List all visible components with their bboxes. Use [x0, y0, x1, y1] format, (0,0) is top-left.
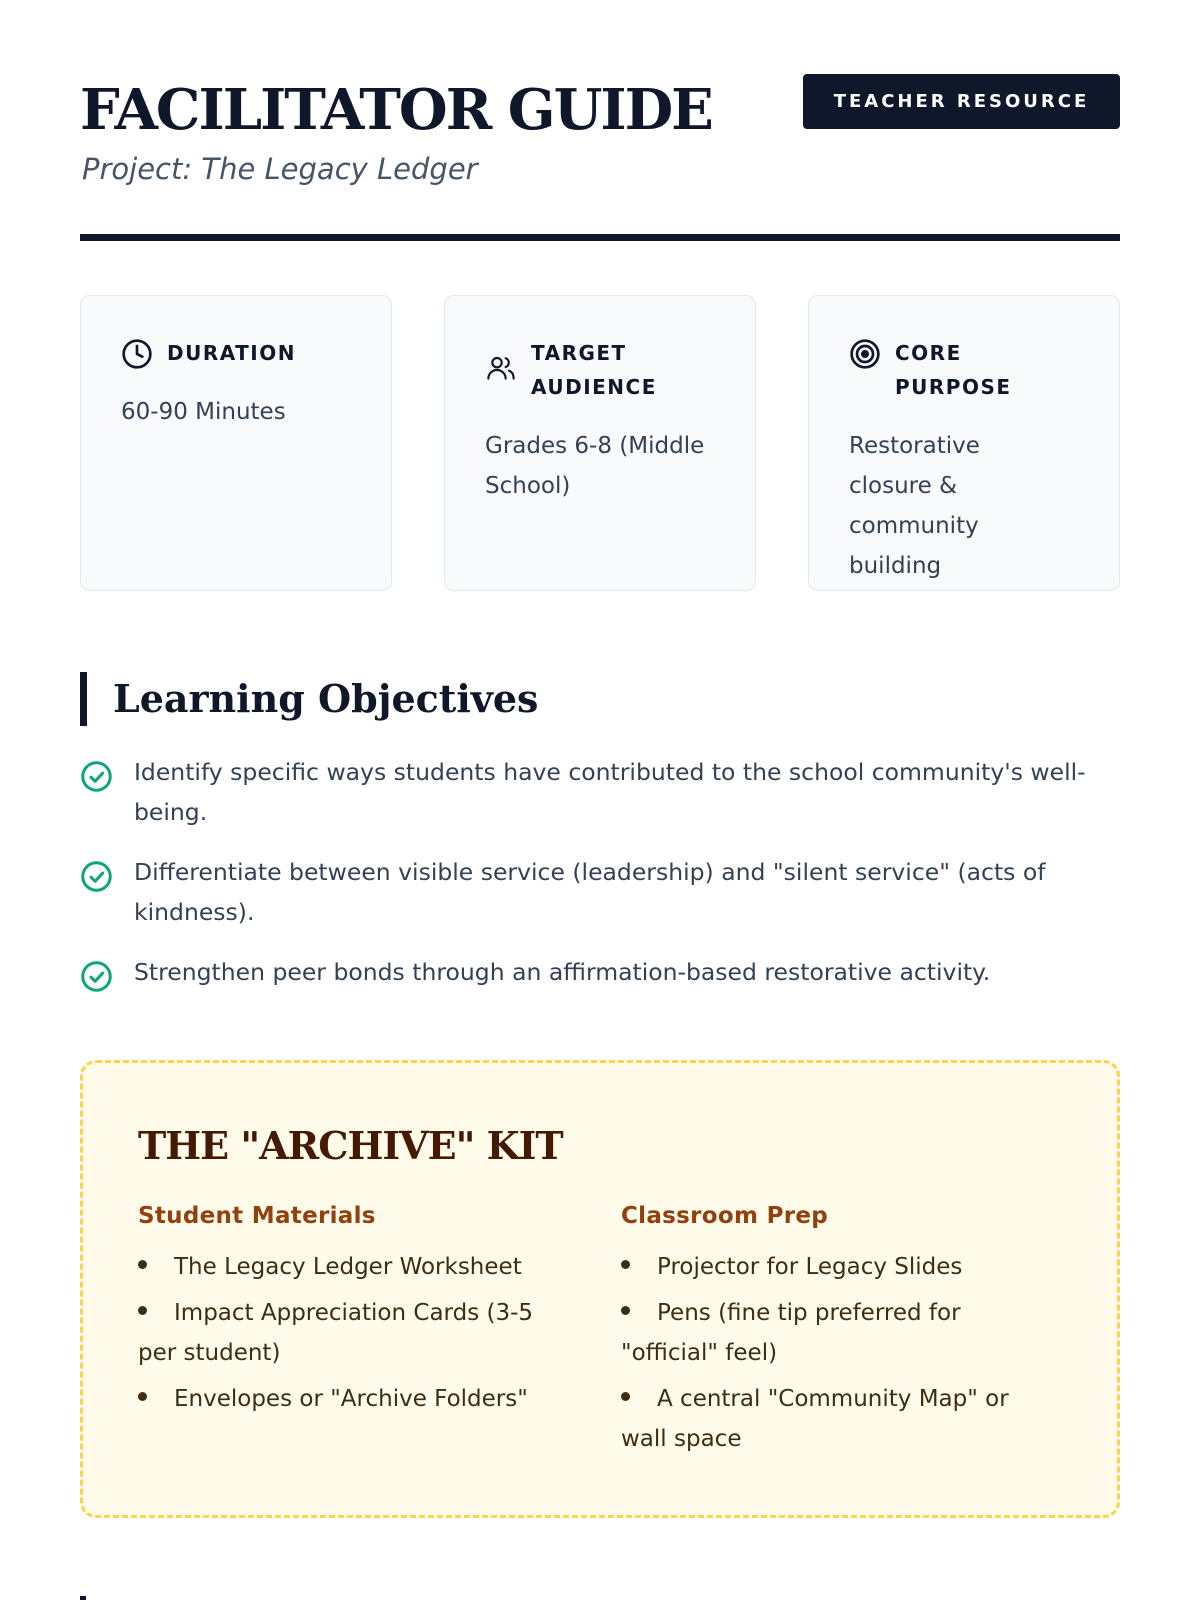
facilitator-guide-page: [80, 0, 1120, 1452]
objectives-list: [80, 752, 1120, 1012]
header-divider: [80, 234, 1120, 241]
student-materials-column: [138, 1203, 568, 1425]
objective-text: Differentiate between visible service (leadership) and "silent service" (acts of kindness).: [134, 858, 1046, 926]
duration-value: 60-90 Minutes: [121, 399, 286, 425]
bullet-icon: [621, 1392, 630, 1401]
list-item-text: The Legacy Ledger Worksheet: [174, 1254, 522, 1280]
classroom-prep-heading: Classroom Prep: [621, 1203, 829, 1229]
purpose-label: CORE PURPOSE: [895, 341, 1012, 399]
list-item: [138, 1247, 568, 1287]
list-item: [621, 1293, 1051, 1373]
check-circle-icon: [80, 760, 113, 793]
classroom-prep-column: [621, 1203, 1051, 1465]
teacher-resource-badge: TEACHER RESOURCE: [803, 74, 1120, 129]
audience-label: TARGET AUDIENCE: [531, 341, 657, 399]
list-item: [138, 1379, 568, 1419]
objective-item: [80, 952, 1120, 992]
list-item-text: Pens (fine tip preferred for "official" feel): [621, 1300, 961, 1366]
list-item-text: Envelopes or "Archive Folders": [174, 1386, 528, 1412]
objective-text: Identify specific ways students have contributed to the school community's well-being.: [134, 758, 1086, 826]
info-cards: [80, 295, 1120, 591]
bullet-icon: [138, 1392, 147, 1401]
student-materials-heading: Student Materials: [138, 1203, 376, 1229]
objective-item: [80, 852, 1120, 932]
list-item: [621, 1247, 1051, 1287]
purpose-card: [808, 295, 1120, 591]
bullet-icon: [138, 1306, 147, 1315]
target-icon: [849, 338, 881, 370]
next-section-accent: [80, 1596, 86, 1600]
duration-label: DURATION: [167, 341, 296, 365]
page-title: FACILITATOR GUIDE: [80, 77, 712, 143]
check-circle-icon: [80, 860, 113, 893]
page-header: [80, 0, 1120, 242]
list-item-text: A central "Community Map" or wall space: [621, 1386, 1009, 1452]
bullet-icon: [621, 1260, 630, 1269]
archive-kit-box: [80, 1060, 1120, 1518]
list-item-text: Impact Appreciation Cards (3-5 per student): [138, 1300, 534, 1366]
bullet-icon: [138, 1260, 147, 1269]
objectives-heading: Learning Objectives: [80, 672, 538, 726]
users-icon: [485, 352, 517, 384]
list-item: [621, 1379, 1051, 1459]
objective-text: Strengthen peer bonds through an affirmation-based restorative activity.: [134, 958, 991, 986]
audience-card: [444, 295, 756, 591]
bullet-icon: [621, 1306, 630, 1315]
student-materials-list: [138, 1247, 568, 1419]
page-subtitle: Project: The Legacy Ledger: [82, 152, 478, 186]
purpose-value: Restorative closure & community building: [849, 433, 980, 579]
list-item-text: Projector for Legacy Slides: [657, 1254, 963, 1280]
check-circle-icon: [80, 960, 113, 993]
objective-item: [80, 752, 1120, 832]
clock-icon: [121, 338, 153, 370]
classroom-prep-list: [621, 1247, 1051, 1459]
audience-value: Grades 6-8 (Middle School): [485, 433, 705, 499]
list-item: [138, 1293, 568, 1373]
kit-title: THE "ARCHIVE" KIT: [138, 1123, 563, 1168]
duration-card: [80, 295, 392, 591]
